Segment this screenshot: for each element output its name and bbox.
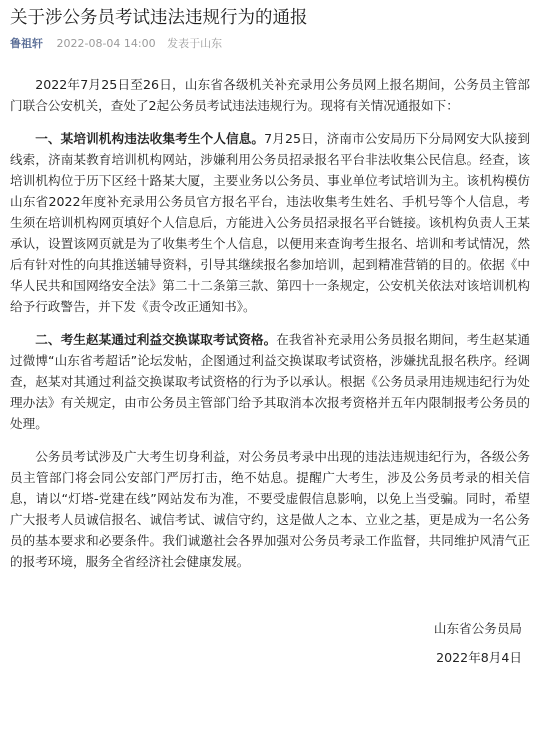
- case1-text: 7月25日，济南市公安局历下分局网安大队接到线索，济南某教育培训机构网站，涉嫌利用公务员招录报名平台非法收集公民信息。经查，该培训机构位于历下区经十路某大厦，主要业务以公务员、事业单位考试培训为主。该机构模仿山东省2022年度补充录用公务员官方报名平台，违法收集考生姓名、手机号等个人信息，考生须在培训机构网页填好个人信息后，方能进入公务员招录报名平台链接。该机构负责人王某承认，设置该网页就是为了收集考生个人信息，以便用来查询考生报名、培训和考试情况，然后有针对性的向其推送辅导资料，引导其继续报名参加培训，起到精准营销的目的。依据《中华人民共和国网络安全法》第二十二条第三款、第四十一条规定，公安机关依法对该培训机构给予行政警告，并下发《责令改正通知书》。: [10, 131, 530, 314]
- case2-paragraph: [10, 329, 530, 434]
- paragraph-gap: [10, 434, 530, 446]
- closing-paragraph: 公务员考试涉及广大考生切身利益，对公务员考录中出现的违法违规违纪行为，各级公务员主管部门将会同公安部门严厉打击，绝不姑息。提醒广大考生，涉及公务员考录的相关信息，请以“灯塔-党建在线”网站发布为准，不要受虚假信息影响，以免上当受骗。同时，希望广大报考人员诚信报名、诚信考试、诚信守约，这是做人之本、立业之基，更是成为一名公务员的基本要求和必要条件。我们诚邀社会各界加强对公务员考录工作监督，共同维护风清气正的报考环境，服务全省经济社会健康发展。: [10, 449, 530, 569]
- case2-heading: 二、考生赵某通过利益交换谋取考试资格。: [35, 332, 277, 347]
- case2-text: 在我省补充录用公务员报名期间，考生赵某通过微博“山东省考超话”论坛发帖，企图通过利益交换谋取考试资格，涉嫌扰乱报名秩序。经调查，赵某对其通过利益交换谋取考试资格的行为予以承认。根据《公务员录用违规违纪行为处理办法》有关规定，由市公务员主管部门给予其取消本次报考资格并五年内限制报考公务员的处理。: [10, 332, 531, 431]
- paragraph-gap: [10, 317, 530, 329]
- case1-paragraph: [10, 128, 530, 317]
- signature-organization: 山东省公务员局: [433, 621, 522, 636]
- article-body: [10, 74, 530, 572]
- signature-block: [10, 618, 530, 668]
- publish-location: 发表于山东: [167, 37, 223, 50]
- article-meta: [10, 36, 530, 52]
- signature-date: 2022年8月4日: [436, 650, 522, 665]
- article-title: 关于涉公务员考试违法违规行为的通报: [10, 8, 308, 28]
- author-link[interactable]: 鲁祖轩: [10, 37, 43, 50]
- case1-heading: 一、某培训机构违法收集考生个人信息。: [35, 131, 265, 146]
- paragraph-gap: [10, 116, 530, 128]
- intro-paragraph: 2022年7月25日至26日，山东省各级机关补充录用公务员网上报名期间，公务员主管部门联合公安机关，查处了2起公务员考试违法违规行为。现将有关情况通报如下：: [10, 77, 530, 113]
- publish-time: 2022-08-04 14:00: [56, 37, 156, 50]
